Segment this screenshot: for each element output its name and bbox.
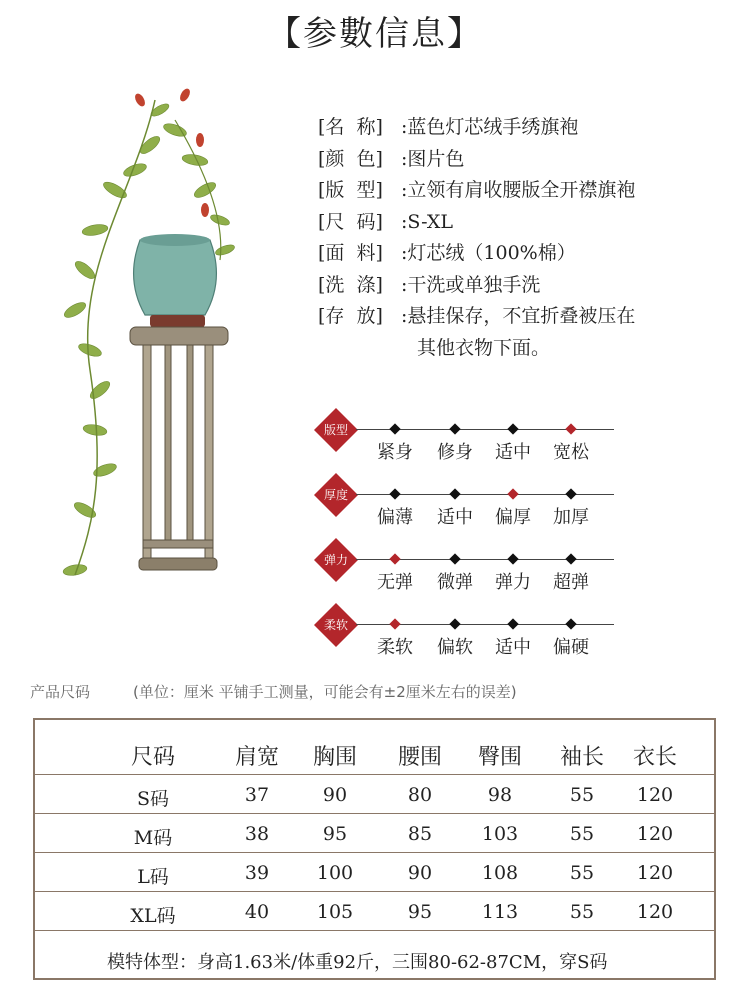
size-table bbox=[33, 718, 716, 980]
param-value: :图片色 bbox=[401, 147, 465, 170]
scale-marker bbox=[449, 488, 460, 499]
scale-marker-selected bbox=[565, 423, 576, 434]
size-label: M码 bbox=[133, 827, 173, 849]
page-title: 【参數信息】 bbox=[267, 14, 483, 54]
scale-marker-selected bbox=[507, 488, 518, 499]
scale-marker bbox=[507, 618, 518, 629]
param-value: :悬挂保存，不宜折叠被压在 bbox=[401, 305, 636, 327]
scale-2 bbox=[312, 473, 622, 533]
column-header: 尺码 bbox=[130, 745, 175, 770]
param-value: :干洗或单独手洗 bbox=[401, 273, 541, 296]
param-key: [洗 涤] bbox=[318, 273, 383, 296]
param-key: [尺 码] bbox=[318, 210, 383, 233]
column-header: 衣长 bbox=[632, 745, 677, 770]
scale-4 bbox=[312, 603, 622, 663]
param-key: [名 称] bbox=[318, 116, 383, 138]
param-value: :立领有肩收腰版全开襟旗袍 bbox=[401, 179, 636, 201]
scale-option-label: 适中 bbox=[495, 442, 531, 463]
table-cell: 95 bbox=[407, 901, 433, 923]
product-params bbox=[318, 112, 635, 364]
scale-option-label: 适中 bbox=[495, 637, 531, 658]
table-cell: 55 bbox=[569, 823, 595, 845]
param-key: [版 型] bbox=[318, 179, 383, 201]
table-cell: 90 bbox=[407, 862, 433, 884]
column-header: 腰围 bbox=[397, 745, 442, 770]
scale-badge bbox=[314, 603, 358, 647]
scale-marker bbox=[565, 488, 576, 499]
size-table-header bbox=[35, 720, 714, 775]
param-key: [存 放] bbox=[318, 305, 383, 327]
table-row bbox=[35, 813, 714, 853]
param-key: [面 料] bbox=[318, 242, 383, 264]
scale-option-label: 超弹 bbox=[553, 572, 589, 593]
scale-marker bbox=[449, 553, 460, 564]
model-info: 模特体型：身高1.63米/体重92斤，三围80-62-87CM，穿S码 bbox=[107, 952, 608, 973]
scale-name: 弹力 bbox=[323, 553, 348, 567]
scale-marker bbox=[389, 488, 400, 499]
param-continuation: 其他衣物下面。 bbox=[417, 336, 551, 359]
scale-3 bbox=[312, 538, 622, 598]
param-row bbox=[318, 175, 635, 207]
column-header: 臀围 bbox=[477, 745, 522, 770]
scale-marker bbox=[507, 423, 518, 434]
scale-marker-selected bbox=[389, 553, 400, 564]
size-label: S码 bbox=[136, 788, 170, 810]
scale-option-label: 偏软 bbox=[437, 637, 473, 658]
table-cell: 39 bbox=[244, 862, 270, 884]
scale-name: 版型 bbox=[323, 423, 348, 437]
scale-marker bbox=[565, 618, 576, 629]
size-label: XL码 bbox=[130, 905, 176, 927]
scale-marker bbox=[389, 423, 400, 434]
scale-marker-selected bbox=[389, 618, 400, 629]
table-cell: 98 bbox=[487, 784, 513, 806]
table-cell: 85 bbox=[407, 823, 433, 845]
scale-option-label: 修身 bbox=[437, 442, 473, 463]
scale-badge bbox=[314, 538, 358, 582]
scale-name: 柔软 bbox=[323, 618, 348, 632]
table-cell: 120 bbox=[636, 862, 674, 884]
scale-option-label: 无弹 bbox=[377, 572, 413, 593]
table-cell: 95 bbox=[322, 823, 348, 845]
table-cell: 80 bbox=[407, 784, 433, 806]
scale-badge bbox=[314, 473, 358, 517]
table-cell: 37 bbox=[244, 784, 270, 806]
table-row bbox=[35, 852, 714, 892]
scale-option-label: 柔软 bbox=[377, 637, 413, 658]
param-row bbox=[318, 301, 635, 333]
param-row bbox=[318, 238, 635, 270]
scale-marker bbox=[449, 618, 460, 629]
scale-option-label: 紧身 bbox=[377, 442, 413, 463]
table-cell: 103 bbox=[481, 823, 519, 845]
param-row bbox=[318, 144, 635, 176]
scale-option-label: 加厚 bbox=[553, 507, 589, 528]
param-value: :S-XL bbox=[401, 210, 453, 233]
scale-name: 厚度 bbox=[323, 488, 348, 502]
param-row bbox=[318, 207, 635, 239]
param-row bbox=[318, 112, 635, 144]
scale-option-label: 偏硬 bbox=[553, 637, 589, 658]
table-cell: 113 bbox=[481, 901, 519, 923]
scale-badge bbox=[314, 408, 358, 452]
param-key: [颜 色] bbox=[318, 147, 383, 170]
table-row bbox=[35, 891, 714, 931]
plant-stand-illustration bbox=[55, 70, 255, 590]
table-cell: 105 bbox=[316, 901, 354, 923]
scale-option-label: 偏薄 bbox=[377, 507, 413, 528]
scale-option-label: 偏厚 bbox=[495, 507, 531, 528]
table-cell: 38 bbox=[244, 823, 270, 845]
size-section-title: 产品尺码 bbox=[30, 683, 91, 701]
scale-option-label: 微弹 bbox=[437, 572, 473, 593]
table-cell: 120 bbox=[636, 901, 674, 923]
column-header: 肩宽 bbox=[234, 745, 279, 770]
scale-option-label: 适中 bbox=[437, 507, 473, 528]
column-header: 胸围 bbox=[312, 745, 357, 770]
table-cell: 108 bbox=[481, 862, 519, 884]
param-value: :灯芯绒（100%棉） bbox=[401, 242, 576, 264]
column-header: 袖长 bbox=[559, 745, 604, 770]
param-row bbox=[318, 270, 635, 302]
scale-marker bbox=[449, 423, 460, 434]
size-label: L码 bbox=[137, 866, 169, 888]
table-row bbox=[35, 774, 714, 814]
size-section-note: (单位：厘米 平铺手工测量，可能会有±2厘米左右的误差) bbox=[133, 683, 517, 701]
table-cell: 120 bbox=[636, 823, 674, 845]
table-cell: 55 bbox=[569, 784, 595, 806]
param-value: :蓝色灯芯绒手绣旗袍 bbox=[401, 116, 579, 138]
scale-marker bbox=[507, 553, 518, 564]
scale-marker bbox=[565, 553, 576, 564]
scale-1 bbox=[312, 408, 622, 468]
table-cell: 55 bbox=[569, 862, 595, 884]
table-cell: 55 bbox=[569, 901, 595, 923]
table-cell: 120 bbox=[636, 784, 674, 806]
table-cell: 90 bbox=[322, 784, 348, 806]
scale-option-label: 弹力 bbox=[495, 572, 531, 593]
table-cell: 100 bbox=[316, 862, 354, 884]
scale-option-label: 宽松 bbox=[553, 442, 589, 463]
table-cell: 40 bbox=[244, 901, 270, 923]
